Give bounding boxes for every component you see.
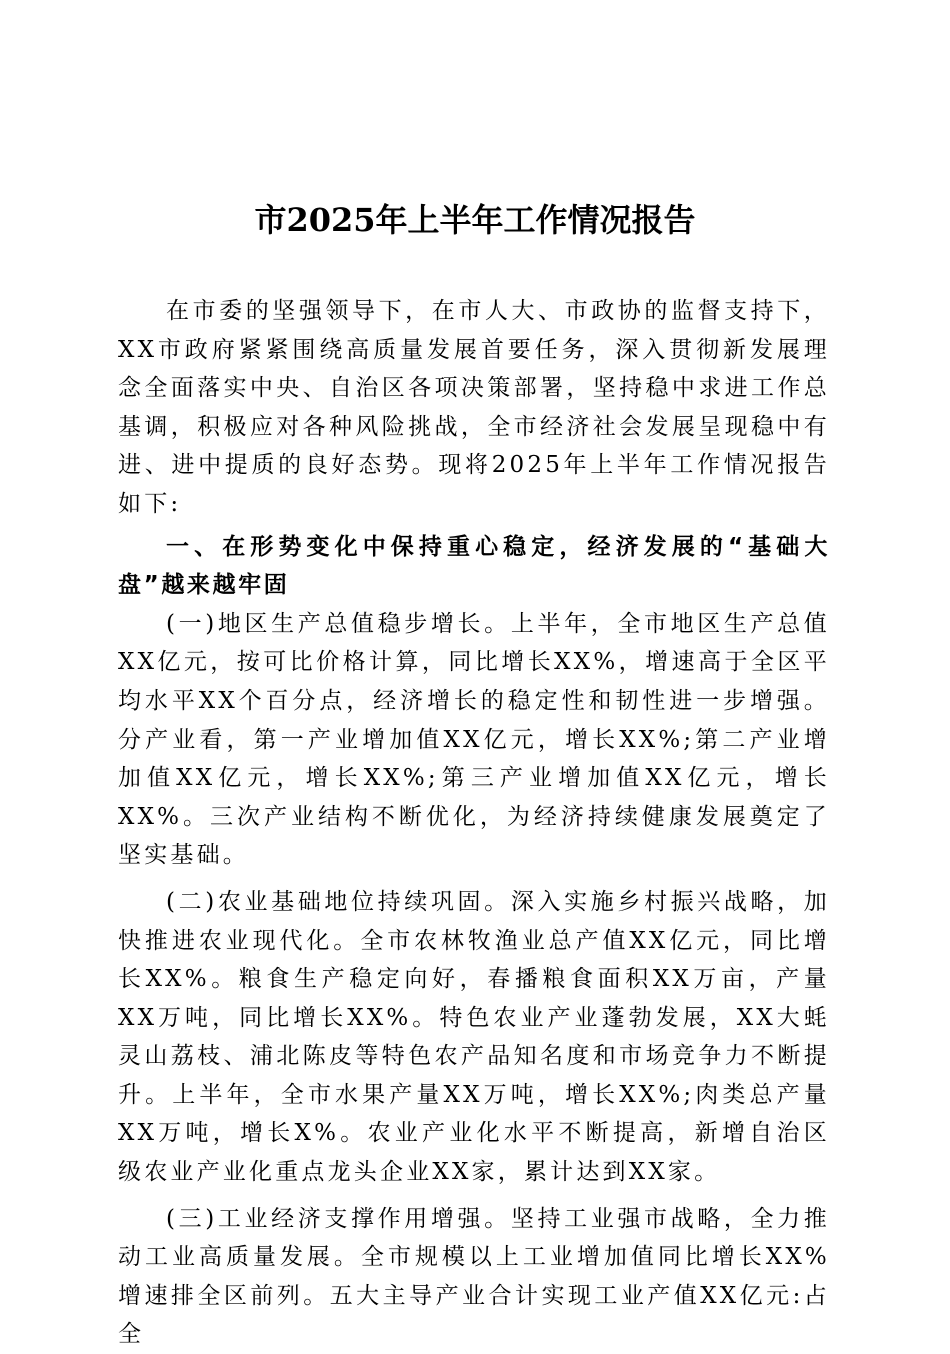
- document-title: 市2025年上半年工作情况报告: [254, 201, 696, 239]
- item-paragraph-industry: (三)工业经济支撑作用增强。坚持工业强市战略，全力推动工业高质量发展。全市规模以上工业增加值同比增长XX%增速排全区前列。五大主导产业合计实现工业产值XX亿元:占全: [118, 1205, 830, 1348]
- intro-paragraph: 在市委的坚强领导下，在市人大、市政协的监督支持下，XX市政府紧紧围绕高质量发展首要任务，深入贯彻新发展理念全面落实中央、自治区各项决策部署，坚持稳中求进工作总基调，积极应对各种风险挑战，全市经济社会发展呈现稳中有进、进中提质的良好态势。现将2025年上半年工作情况报告如下:: [118, 298, 830, 517]
- document-body: [118, 292, 830, 1354]
- section-heading: 一、在形势变化中保持重心稳定，经济发展的“基础大盘”越来越牢固: [118, 533, 830, 599]
- item-paragraph-agriculture: (二)农业基础地位持续巩固。深入实施乡村振兴战略，加快推进农业现代化。全市农林牧渔业总产值XX亿元，同比增长XX%。粮食生产稳定向好，春播粮食面积XX万亩，产量XX万吨，同比增长XX%。特色农业产业蓬勃发展，XX大蚝灵山荔枝、浦北陈皮等特色农产品知名度和市场竞争力不断提升。上半年，全市水果产量XX万吨，增长XX%;肉类总产量XX万吨，增长X%。农业产业化水平不断提高，新增自治区级农业产业化重点龙头企业XX家，累计达到XX家。: [118, 888, 830, 1186]
- item-paragraph-gdp: (一)地区生产总值稳步增长。上半年，全市地区生产总值XX亿元，按可比价格计算，同比增长XX%，增速高于全区平均水平XX个百分点，经济增长的稳定性和韧性进一步增强。分产业看，第一产业增加值XX亿元，增长XX%;第二产业增加值XX亿元，增长XX%;第三产业增加值XX亿元，增长XX%。三次产业结构不断优化，为经济持续健康发展奠定了坚实基础。: [118, 610, 830, 869]
